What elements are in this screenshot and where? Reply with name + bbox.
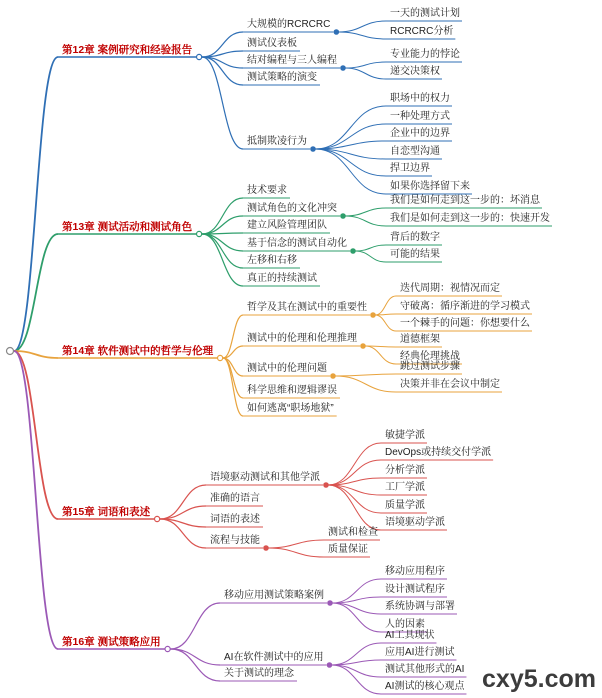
node-ch12-4-1[interactable]: 一种处理方式 <box>390 111 450 122</box>
node-ch13-0[interactable]: 技术要求 <box>247 185 287 196</box>
node-ch12-2[interactable]: 结对编程与三人编程 <box>247 55 337 66</box>
node-ch14-2[interactable]: 测试中的伦理问题 <box>247 363 327 374</box>
node-ch15-2[interactable]: 词语的表述 <box>210 514 260 525</box>
node-ch15-0-0[interactable]: 敏捷学派 <box>385 430 425 441</box>
node-ch12-2-0[interactable]: 专业能力的悖论 <box>390 49 460 60</box>
node-ch12-4-3[interactable]: 自恋型沟通 <box>390 146 440 157</box>
node-ch14-0[interactable]: 哲学及其在测试中的重要性 <box>247 302 367 313</box>
node-ch15-0-3[interactable]: 工厂学派 <box>385 482 425 493</box>
node-ch15-3-1[interactable]: 质量保证 <box>328 544 368 555</box>
node-ch16-0[interactable]: 移动应用测试策略案例 <box>224 590 324 601</box>
node-ch14-0-0[interactable]: 迭代周期：视情况而定 <box>400 283 500 294</box>
node-ch15-0-2[interactable]: 分析学派 <box>385 465 425 476</box>
node-ch12-4-5[interactable]: 如果你选择留下来 <box>390 181 470 192</box>
node-ch16-1-3[interactable]: AI测试的核心观点 <box>385 681 465 692</box>
node-ch16-0-3[interactable]: 人的因素 <box>385 619 425 630</box>
node-ch12-4-4[interactable]: 捍卫边界 <box>390 163 430 174</box>
node-ch16-1-1[interactable]: 应用AI进行测试 <box>385 647 455 658</box>
node-ch16-1-2[interactable]: 测试其他形式的AI <box>385 664 465 675</box>
node-ch12-4[interactable]: 抵制欺凌行为 <box>247 136 307 147</box>
node-ch16-0-1[interactable]: 设计测试程序 <box>385 584 445 595</box>
node-ch12-3[interactable]: 测试策略的演变 <box>247 72 317 83</box>
node-ch13-1-0[interactable]: 我们是如何走到这一步的：坏消息 <box>390 195 540 206</box>
branch-title-ch12[interactable]: 第12章 案例研究和经验报告 <box>62 44 193 56</box>
node-ch16-0-2[interactable]: 系统协调与部署 <box>385 601 455 612</box>
node-ch15-3[interactable]: 流程与技能 <box>210 535 260 546</box>
node-ch14-4[interactable]: 如何逃离“职场地狱” <box>247 403 334 414</box>
node-ch13-1-1[interactable]: 我们是如何走到这一步的：快速开发 <box>390 213 550 224</box>
node-ch12-4-0[interactable]: 职场中的权力 <box>390 93 450 104</box>
node-ch14-3[interactable]: 科学思维和逻辑谬误 <box>247 385 337 396</box>
node-ch15-0-1[interactable]: DevOps或持续交付学派 <box>385 447 492 458</box>
branch-title-ch14[interactable]: 第14章 软件测试中的哲学与伦理 <box>62 345 214 357</box>
branch-title-ch15[interactable]: 第15章 词语和表述 <box>62 506 151 518</box>
node-ch13-5[interactable]: 真正的持续测试 <box>247 273 317 284</box>
node-ch16-1-0[interactable]: AI工具现状 <box>385 630 435 641</box>
node-ch14-1-1[interactable]: 经典伦理挑战 <box>400 351 460 362</box>
node-ch14-1[interactable]: 测试中的伦理和伦理推理 <box>247 333 357 344</box>
node-ch12-0[interactable]: 大规模的RCRCRC <box>247 19 331 30</box>
node-ch16-0-0[interactable]: 移动应用程序 <box>385 566 445 577</box>
node-ch12-0-0[interactable]: 一天的测试计划 <box>390 8 460 19</box>
node-ch12-4-2[interactable]: 企业中的边界 <box>390 128 450 139</box>
node-ch13-2[interactable]: 建立风险管理团队 <box>247 220 327 231</box>
node-ch14-2-1[interactable]: 决策并非在会议中制定 <box>400 379 500 390</box>
node-ch12-1[interactable]: 测试仪表板 <box>247 38 297 49</box>
node-ch13-3[interactable]: 基于信念的测试自动化 <box>247 238 347 249</box>
node-ch15-0[interactable]: 语境驱动测试和其他学派 <box>210 472 320 483</box>
node-ch14-0-1[interactable]: 守破离：循序渐进的学习模式 <box>400 301 530 312</box>
watermark: cxy5.com <box>482 665 596 693</box>
node-ch15-0-5[interactable]: 语境驱动学派 <box>385 517 445 528</box>
node-ch14-2-0[interactable]: 跳过测试步骤 <box>400 361 460 372</box>
branch-title-ch13[interactable]: 第13章 测试活动和测试角色 <box>62 221 193 233</box>
node-ch15-3-0[interactable]: 测试和检查 <box>328 527 378 538</box>
node-ch14-1-0[interactable]: 道德框架 <box>400 334 440 345</box>
node-ch13-3-0[interactable]: 背后的数字 <box>390 232 440 243</box>
node-ch13-4[interactable]: 左移和右移 <box>247 255 297 266</box>
node-ch15-0-4[interactable]: 质量学派 <box>385 500 425 511</box>
node-ch12-0-1[interactable]: RCRCRC分析 <box>390 26 454 37</box>
node-ch13-3-1[interactable]: 可能的结果 <box>390 249 440 260</box>
node-ch16-1[interactable]: AI在软件测试中的应用 <box>224 652 324 663</box>
node-ch15-1[interactable]: 准确的语言 <box>210 493 260 504</box>
branch-title-ch16[interactable]: 第16章 测试策略应用 <box>62 636 161 648</box>
node-ch16-2[interactable]: 关于测试的理念 <box>224 668 294 679</box>
node-ch12-2-1[interactable]: 递交决策权 <box>390 66 440 77</box>
node-ch13-1[interactable]: 测试角色的文化冲突 <box>247 203 337 214</box>
node-ch14-0-2[interactable]: 一个棘手的问题：你想要什么 <box>400 318 530 329</box>
